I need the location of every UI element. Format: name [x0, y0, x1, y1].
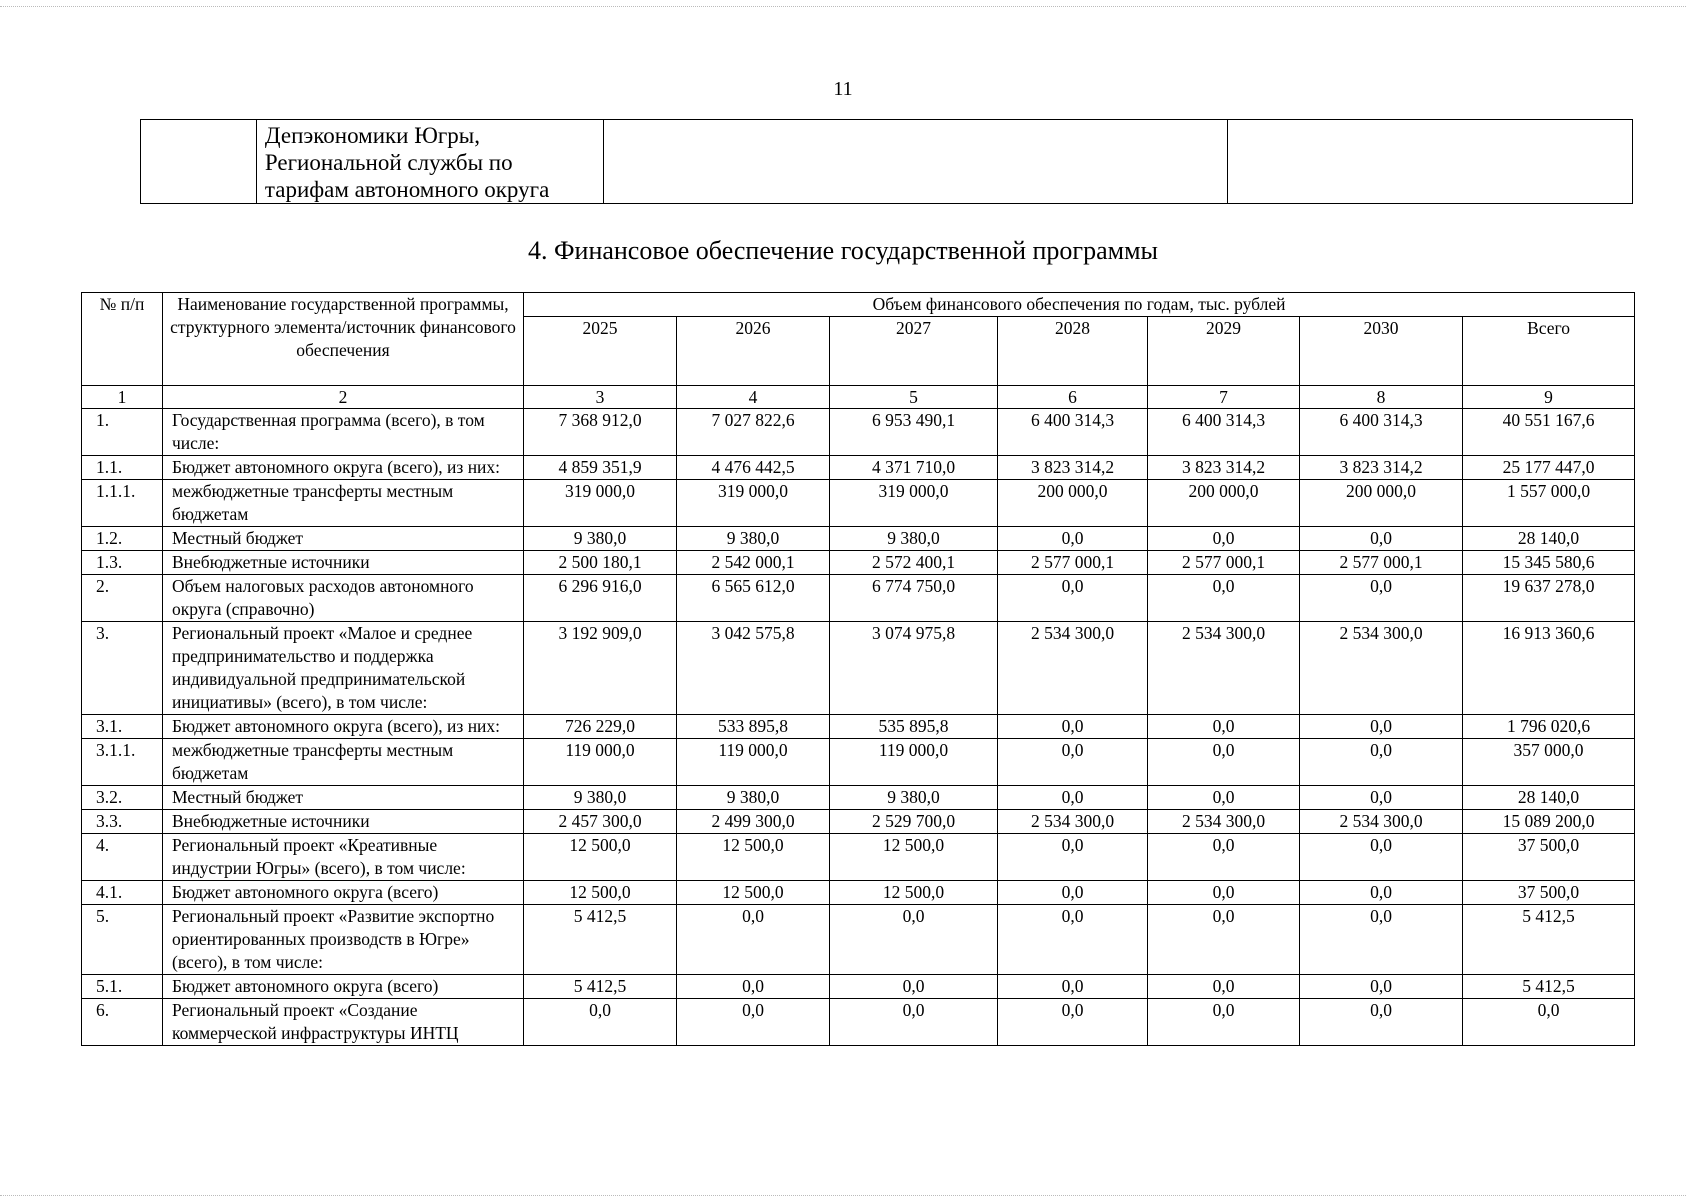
row-value: 12 500,0	[524, 834, 677, 881]
row-value: 200 000,0	[1148, 480, 1300, 527]
header-year: 2028	[998, 317, 1148, 386]
row-value: 0,0	[1148, 575, 1300, 622]
row-name: Бюджет автономного округа (всего), из них:	[163, 456, 524, 480]
row-total: 5 412,5	[1463, 975, 1635, 999]
table-row	[82, 456, 1635, 480]
header-total: Всего	[1463, 317, 1635, 386]
table-row	[82, 834, 1635, 881]
row-value: 6 953 490,1	[830, 409, 998, 456]
row-value: 6 296 916,0	[524, 575, 677, 622]
continuation-cell-blank	[141, 120, 257, 204]
row-name: Бюджет автономного округа (всего)	[163, 881, 524, 905]
row-value: 0,0	[1300, 786, 1463, 810]
row-value: 2 577 000,1	[1148, 551, 1300, 575]
row-value: 0,0	[830, 975, 998, 999]
row-value: 5 412,5	[524, 975, 677, 999]
row-total: 0,0	[1463, 999, 1635, 1046]
row-name: Бюджет автономного округа (всего), из них:	[163, 715, 524, 739]
row-value: 2 534 300,0	[1148, 622, 1300, 715]
row-value: 2 577 000,1	[1300, 551, 1463, 575]
header-name: Наименование государственной программы, структурного элемента/источник финансового обеспечения	[163, 293, 524, 386]
row-value: 12 500,0	[677, 881, 830, 905]
row-value: 0,0	[524, 999, 677, 1046]
continuation-cell-blank	[603, 120, 1228, 204]
row-value: 2 534 300,0	[1148, 810, 1300, 834]
row-value: 0,0	[1148, 739, 1300, 786]
row-total: 5 412,5	[1463, 905, 1635, 975]
row-name: Внебюджетные источники	[163, 810, 524, 834]
row-value: 5 412,5	[524, 905, 677, 975]
executor-line: тарифам автономного округа	[264, 177, 550, 202]
row-value: 4 371 710,0	[830, 456, 998, 480]
executor-line: Депэкономики Югры,	[264, 123, 481, 148]
row-value: 0,0	[830, 905, 998, 975]
table-row	[82, 999, 1635, 1046]
row-value: 6 400 314,3	[998, 409, 1148, 456]
row-number: 6.	[82, 999, 163, 1046]
row-value: 0,0	[1300, 575, 1463, 622]
row-total: 357 000,0	[1463, 739, 1635, 786]
row-value: 2 542 000,1	[677, 551, 830, 575]
table-row	[82, 551, 1635, 575]
row-value: 119 000,0	[524, 739, 677, 786]
column-number: 6	[998, 386, 1148, 409]
row-value: 3 823 314,2	[1148, 456, 1300, 480]
column-number: 2	[163, 386, 524, 409]
table-row	[82, 786, 1635, 810]
row-value: 0,0	[998, 786, 1148, 810]
row-number: 5.1.	[82, 975, 163, 999]
row-value: 0,0	[1300, 975, 1463, 999]
column-number: 5	[830, 386, 998, 409]
row-value: 319 000,0	[524, 480, 677, 527]
row-value: 9 380,0	[830, 527, 998, 551]
row-total: 16 913 360,6	[1463, 622, 1635, 715]
row-value: 6 774 750,0	[830, 575, 998, 622]
row-value: 0,0	[998, 527, 1148, 551]
row-total: 1 557 000,0	[1463, 480, 1635, 527]
row-value: 0,0	[1300, 739, 1463, 786]
row-name: Региональный проект «Креативные индустрии Югры» (всего), в том числе:	[163, 834, 524, 881]
header-volume: Объем финансового обеспечения по годам, тыс. рублей	[524, 293, 1635, 317]
header-year: 2027	[830, 317, 998, 386]
scan-edge-bottom	[0, 1195, 1686, 1196]
row-number: 3.1.1.	[82, 739, 163, 786]
header-row	[82, 293, 1635, 317]
row-name: Местный бюджет	[163, 786, 524, 810]
row-name: Региональный проект «Развитие экспортно ориентированных производств в Югре» (всего), в том числе:	[163, 905, 524, 975]
row-value: 0,0	[1300, 834, 1463, 881]
row-value: 9 380,0	[677, 527, 830, 551]
row-value: 2 572 400,1	[830, 551, 998, 575]
column-number: 9	[1463, 386, 1635, 409]
column-number: 3	[524, 386, 677, 409]
row-value: 0,0	[677, 999, 830, 1046]
row-value: 0,0	[1300, 527, 1463, 551]
row-value: 0,0	[998, 715, 1148, 739]
row-value: 0,0	[1300, 905, 1463, 975]
table-row	[82, 575, 1635, 622]
column-number: 4	[677, 386, 830, 409]
row-value: 2 534 300,0	[998, 622, 1148, 715]
row-value: 0,0	[998, 739, 1148, 786]
row-value: 12 500,0	[677, 834, 830, 881]
continuation-cell-executors	[256, 120, 603, 204]
row-value: 2 457 300,0	[524, 810, 677, 834]
row-value: 0,0	[1148, 881, 1300, 905]
row-value: 200 000,0	[1300, 480, 1463, 527]
table-row	[82, 905, 1635, 975]
row-total: 28 140,0	[1463, 527, 1635, 551]
row-total: 37 500,0	[1463, 881, 1635, 905]
table-row	[82, 715, 1635, 739]
row-value: 2 577 000,1	[998, 551, 1148, 575]
row-name: межбюджетные трансферты местным бюджетам	[163, 480, 524, 527]
column-number-row	[82, 386, 1635, 409]
row-value: 9 380,0	[677, 786, 830, 810]
row-number: 3.	[82, 622, 163, 715]
header-no: № п/п	[82, 293, 163, 386]
row-number: 5.	[82, 905, 163, 975]
row-value: 0,0	[998, 575, 1148, 622]
row-number: 1.1.	[82, 456, 163, 480]
row-total: 25 177 447,0	[1463, 456, 1635, 480]
row-value: 9 380,0	[524, 786, 677, 810]
scan-edge-top	[0, 6, 1686, 7]
row-number: 3.1.	[82, 715, 163, 739]
row-total: 15 345 580,6	[1463, 551, 1635, 575]
row-total: 1 796 020,6	[1463, 715, 1635, 739]
row-value: 3 823 314,2	[998, 456, 1148, 480]
row-value: 0,0	[998, 975, 1148, 999]
row-value: 12 500,0	[830, 881, 998, 905]
column-number: 7	[1148, 386, 1300, 409]
column-number: 1	[82, 386, 163, 409]
section-title: 4. Финансовое обеспечение государственной программы	[527, 236, 1159, 265]
row-value: 726 229,0	[524, 715, 677, 739]
table-row	[82, 622, 1635, 715]
row-value: 0,0	[998, 999, 1148, 1046]
row-value: 2 529 700,0	[830, 810, 998, 834]
row-value: 2 534 300,0	[1300, 810, 1463, 834]
financing-table	[81, 292, 1635, 1046]
row-value: 200 000,0	[998, 480, 1148, 527]
row-value: 2 500 180,1	[524, 551, 677, 575]
row-value: 0,0	[998, 905, 1148, 975]
row-total: 40 551 167,6	[1463, 409, 1635, 456]
table-row	[82, 409, 1635, 456]
row-value: 0,0	[677, 975, 830, 999]
row-value: 3 823 314,2	[1300, 456, 1463, 480]
row-number: 1.2.	[82, 527, 163, 551]
row-value: 0,0	[1300, 881, 1463, 905]
row-number: 3.3.	[82, 810, 163, 834]
row-number: 3.2.	[82, 786, 163, 810]
row-number: 2.	[82, 575, 163, 622]
row-value: 12 500,0	[830, 834, 998, 881]
table-row	[82, 739, 1635, 786]
row-value: 7 368 912,0	[524, 409, 677, 456]
row-name: Государственная программа (всего), в том числе:	[163, 409, 524, 456]
row-value: 6 400 314,3	[1300, 409, 1463, 456]
row-value: 0,0	[1148, 715, 1300, 739]
row-value: 0,0	[1300, 999, 1463, 1046]
row-value: 319 000,0	[677, 480, 830, 527]
row-name: Региональный проект «Малое и среднее предпринимательство и поддержка индивидуальной предпринимательской инициативы» (всего), в том числе:	[163, 622, 524, 715]
row-name: Внебюджетные источники	[163, 551, 524, 575]
row-name: Региональный проект «Создание коммерческой инфраструктуры ИНТЦ	[163, 999, 524, 1046]
row-value: 0,0	[830, 999, 998, 1046]
column-number: 8	[1300, 386, 1463, 409]
header-year: 2029	[1148, 317, 1300, 386]
header-year: 2030	[1300, 317, 1463, 386]
row-value: 535 895,8	[830, 715, 998, 739]
row-value: 3 192 909,0	[524, 622, 677, 715]
row-value: 12 500,0	[524, 881, 677, 905]
row-value: 4 476 442,5	[677, 456, 830, 480]
row-value: 0,0	[1148, 905, 1300, 975]
row-value: 0,0	[1148, 999, 1300, 1046]
table-row	[82, 810, 1635, 834]
continuation-table	[140, 119, 1633, 204]
row-value: 0,0	[1148, 834, 1300, 881]
row-name: межбюджетные трансферты местным бюджетам	[163, 739, 524, 786]
row-value: 0,0	[1148, 975, 1300, 999]
row-number: 1.3.	[82, 551, 163, 575]
row-value: 533 895,8	[677, 715, 830, 739]
continuation-cell-blank	[1228, 120, 1633, 204]
row-value: 0,0	[1148, 786, 1300, 810]
table-row	[82, 881, 1635, 905]
row-value: 2 534 300,0	[998, 810, 1148, 834]
row-total: 15 089 200,0	[1463, 810, 1635, 834]
table-row	[82, 480, 1635, 527]
continuation-row	[141, 120, 1633, 204]
executor-line: Региональной службы по	[264, 150, 513, 175]
row-number: 4.1.	[82, 881, 163, 905]
header-year: 2026	[677, 317, 830, 386]
row-value: 119 000,0	[830, 739, 998, 786]
page-number: 11	[833, 78, 853, 100]
row-value: 9 380,0	[830, 786, 998, 810]
row-value: 319 000,0	[830, 480, 998, 527]
row-value: 2 534 300,0	[1300, 622, 1463, 715]
row-number: 1.	[82, 409, 163, 456]
row-value: 0,0	[998, 834, 1148, 881]
row-number: 1.1.1.	[82, 480, 163, 527]
row-value: 0,0	[677, 905, 830, 975]
row-total: 19 637 278,0	[1463, 575, 1635, 622]
table-row	[82, 527, 1635, 551]
table-row	[82, 975, 1635, 999]
row-value: 0,0	[998, 881, 1148, 905]
row-value: 0,0	[1300, 715, 1463, 739]
row-value: 4 859 351,9	[524, 456, 677, 480]
row-name: Бюджет автономного округа (всего)	[163, 975, 524, 999]
row-total: 28 140,0	[1463, 786, 1635, 810]
row-total: 37 500,0	[1463, 834, 1635, 881]
row-value: 6 565 612,0	[677, 575, 830, 622]
financing-table-body	[82, 409, 1635, 1046]
row-value: 9 380,0	[524, 527, 677, 551]
row-number: 4.	[82, 834, 163, 881]
row-name: Объем налоговых расходов автономного округа (справочно)	[163, 575, 524, 622]
row-value: 3 074 975,8	[830, 622, 998, 715]
row-value: 119 000,0	[677, 739, 830, 786]
row-name: Местный бюджет	[163, 527, 524, 551]
row-value: 0,0	[1148, 527, 1300, 551]
row-value: 6 400 314,3	[1148, 409, 1300, 456]
header-year: 2025	[524, 317, 677, 386]
row-value: 3 042 575,8	[677, 622, 830, 715]
row-value: 2 499 300,0	[677, 810, 830, 834]
row-value: 7 027 822,6	[677, 409, 830, 456]
